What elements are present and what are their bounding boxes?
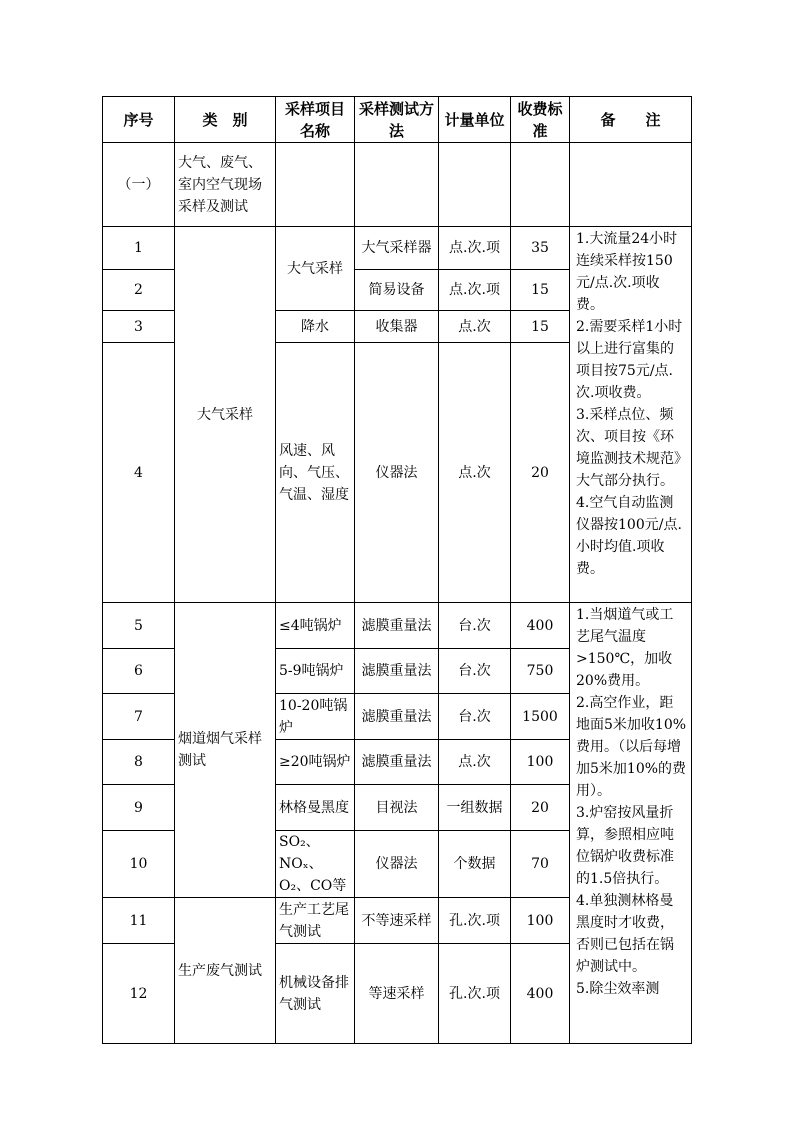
- row-item: 生产工艺尾气测试: [276, 898, 355, 944]
- row-unit: 一组数据: [439, 785, 511, 831]
- row-method: 仪器法: [355, 343, 439, 603]
- row-item: 10-20吨锅炉: [276, 694, 355, 740]
- category-production: 生产废气测试: [175, 898, 276, 1044]
- row-no: 9: [103, 785, 175, 831]
- table-row: [103, 227, 692, 270]
- row-method: 简易设备: [355, 270, 439, 311]
- row-fee: 35: [511, 227, 570, 270]
- row-no: 2: [103, 270, 175, 311]
- row-fee: 100: [511, 740, 570, 785]
- row-method: 滤膜重量法: [355, 649, 439, 694]
- header-item: 采样项目名称: [276, 97, 355, 143]
- row-item: 机械设备排气测试: [276, 944, 355, 1044]
- row-item: 林格曼黑度: [276, 785, 355, 831]
- row-no: 7: [103, 694, 175, 740]
- header-category: 类 别: [175, 97, 276, 143]
- note: 1.当烟道气或工艺尾气温度>150℃，加收20%费用。: [576, 607, 674, 689]
- note: 3.炉窑按风量折算，参照相应吨位锅炉收费标准的1.5倍执行。: [576, 805, 674, 887]
- header-unit: 计量单位: [439, 97, 511, 143]
- row-method: 大气采样器: [355, 227, 439, 270]
- row-method: 目视法: [355, 785, 439, 831]
- row-item: ≤4吨锅炉: [276, 603, 355, 649]
- row-unit: 点.次.项: [439, 270, 511, 311]
- remarks-atmosphere: [570, 227, 692, 603]
- row-method: 收集器: [355, 311, 439, 343]
- table-row: [103, 603, 692, 649]
- row-no: 10: [103, 831, 175, 898]
- row-fee: 400: [511, 603, 570, 649]
- row-no: 12: [103, 944, 175, 1044]
- row-item: 风速、风向、气压、气温、湿度: [276, 343, 355, 603]
- group-category: 大气、废气、室内空气现场采样及测试: [175, 143, 276, 227]
- row-unit: 台.次: [439, 649, 511, 694]
- row-method: 不等速采样: [355, 898, 439, 944]
- row-fee: 20: [511, 343, 570, 603]
- row-method: 等速采样: [355, 944, 439, 1044]
- row-fee: 15: [511, 270, 570, 311]
- remarks-flue: [570, 603, 692, 1044]
- group-no: （一）: [103, 143, 175, 227]
- header-row: [103, 97, 692, 143]
- row-unit: 个数据: [439, 831, 511, 898]
- row-fee: 70: [511, 831, 570, 898]
- category-atmosphere: 大气采样: [175, 227, 276, 603]
- row-unit: 台.次: [439, 694, 511, 740]
- row-no: 1: [103, 227, 175, 270]
- row-fee: 15: [511, 311, 570, 343]
- row-unit: 点.次: [439, 343, 511, 603]
- row-no: 5: [103, 603, 175, 649]
- row-fee: 20: [511, 785, 570, 831]
- header-no: 序号: [103, 97, 175, 143]
- row-no: 8: [103, 740, 175, 785]
- row-method: 滤膜重量法: [355, 603, 439, 649]
- header-fee: 收费标准: [511, 97, 570, 143]
- note: 2.高空作业，距地面5米加收10%费用。（以后每增加5米加10%的费用）。: [576, 695, 687, 799]
- header-method: 采样测试方法: [355, 97, 439, 143]
- row-fee: 100: [511, 898, 570, 944]
- group-row: [103, 143, 692, 227]
- row-method: 仪器法: [355, 831, 439, 898]
- row-method: 滤膜重量法: [355, 694, 439, 740]
- row-item: 5-9吨锅炉: [276, 649, 355, 694]
- row-unit: 孔.次.项: [439, 944, 511, 1044]
- row-unit: 台.次: [439, 603, 511, 649]
- row-fee: 750: [511, 649, 570, 694]
- row-fee: 400: [511, 944, 570, 1044]
- row-unit: 点.次: [439, 311, 511, 343]
- row-unit: 点.次: [439, 740, 511, 785]
- row-unit: 点.次.项: [439, 227, 511, 270]
- note: 4.单独测林格曼黑度时才收费，否则已包括在锅炉测试中。: [576, 893, 674, 975]
- row-item: 降水: [276, 311, 355, 343]
- row-unit: 孔.次.项: [439, 898, 511, 944]
- row-method: 滤膜重量法: [355, 740, 439, 785]
- row-item: SO₂、NOₓ、O₂、CO等: [276, 831, 355, 898]
- note: 1.大流量24小时连续采样按150元/点.次.项收费。: [576, 231, 678, 313]
- row-no: 4: [103, 343, 175, 603]
- header-remarks: 备 注: [570, 97, 692, 143]
- row-no: 6: [103, 649, 175, 694]
- category-flue: 烟道烟气采样测试: [175, 603, 276, 898]
- fee-table: [102, 96, 692, 1044]
- note: 3.采样点位、频次、项目按《环境监测技术规范》大气部分执行。: [576, 407, 681, 489]
- row-item: ≥20吨锅炉: [276, 740, 355, 785]
- row-no: 11: [103, 898, 175, 944]
- note: 4.空气自动监测仪器按100元/点.小时均值.项收费。: [576, 495, 682, 577]
- row-no: 3: [103, 311, 175, 343]
- row-fee: 1500: [511, 694, 570, 740]
- item-atmosphere: 大气采样: [276, 227, 355, 311]
- note: 5.除尘效率测: [576, 981, 660, 997]
- note: 2.需要采样1小时以上进行富集的项目按75元/点.次.项收费。: [576, 319, 683, 401]
